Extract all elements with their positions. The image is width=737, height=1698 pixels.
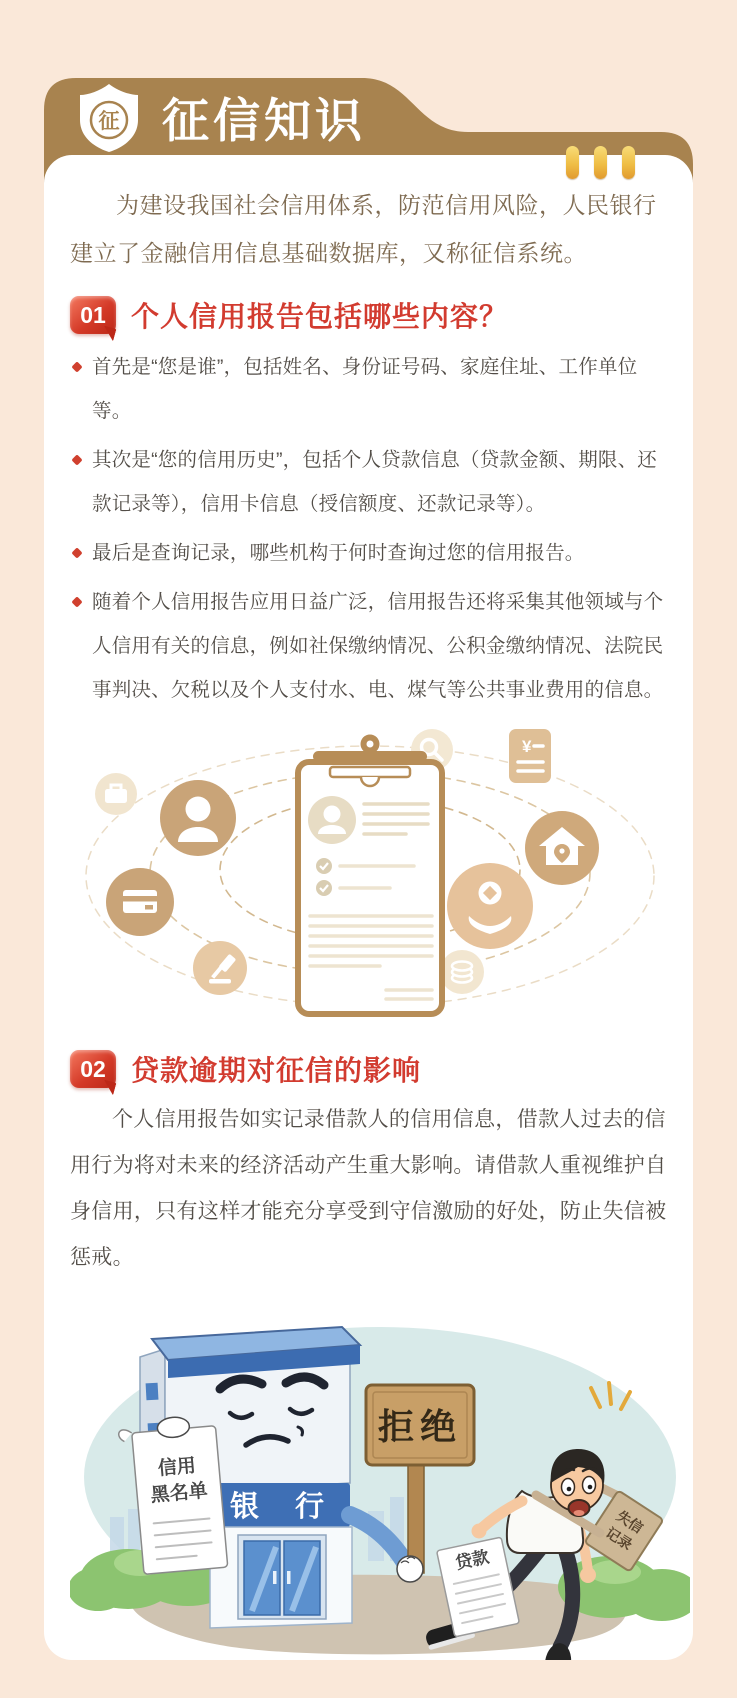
section1-header [70, 295, 667, 335]
section2-paragraph: 个人信用报告如实记录借款人的信用信息，借款人过去的信用行为将对未来的经济活动产生重大影响。请借款人重视维护自身信用，只有这样才能充分享受到守信激励的好处，防止失信被惩戒。 [70, 1108, 667, 1269]
credit-card-icon [106, 868, 174, 936]
bag-text-1: 失信 [613, 1507, 647, 1537]
gold-pin-icon [566, 146, 579, 179]
bag-text-2: 记录 [602, 1524, 636, 1553]
section1-bullet-list [70, 345, 667, 712]
bullet-item: 首先是“您是谁”，包括姓名、身份证号码、家庭住址、工作单位等。 [70, 345, 667, 433]
credit-report-illustration [70, 718, 670, 1026]
svg-text:¥: ¥ [522, 737, 532, 756]
bullet-item: 其次是“您的信用历史”，包括个人贷款信息（贷款金额、期限、还款记录等），信用卡信息（授信额度、还款记录等）。 [70, 438, 667, 526]
intro-paragraph: 为建设我国社会信用体系，防范信用风险，人民银行建立了金融信用信息基础数据库，又称征信系统。 [70, 192, 657, 266]
credit-report-illustration-wrap [70, 718, 667, 1031]
bullet-item: 最后是查询记录，哪些机构于何时查询过您的信用报告。 [70, 531, 667, 575]
section2-header [70, 1049, 667, 1089]
blacklist-text-2: 黑名单 [149, 1480, 209, 1507]
bank-reject-illustration-wrap [70, 1287, 667, 1660]
hand-coin-icon [447, 863, 533, 949]
briefcase-icon [95, 773, 137, 815]
page-title: 征信知识 [162, 94, 366, 147]
section1-number-badge: 01 [70, 296, 116, 334]
content-card [44, 155, 693, 1660]
section2-number-badge: 02 [70, 1050, 116, 1088]
invoice-icon [509, 729, 551, 783]
section1-title: 个人信用报告包括哪些内容？ [131, 301, 509, 332]
bank-glove-right [397, 1556, 423, 1582]
section2-title: 贷款逾期对征信的影响 [131, 1055, 422, 1086]
gold-pin-icon [594, 146, 607, 179]
loan-paper-text: 贷款 [453, 1547, 491, 1573]
blacklist-text-1: 信用 [157, 1455, 197, 1480]
reject-sign-text: 拒绝 [377, 1406, 463, 1447]
bank-reject-illustration [70, 1287, 690, 1660]
gold-pin-icon [622, 146, 635, 179]
bullet-item: 随着个人信用报告应用日益广泛，信用报告还将采集其他领域与个人信用有关的信息，例如社保缴纳情况、公积金缴纳情况、法院民事判决、欠税以及个人支付水、电、煤气等公共事业费用的信息。 [70, 580, 667, 712]
bank-sign-text: 银 行 [229, 1491, 339, 1523]
house-location-icon [525, 811, 599, 885]
gavel-icon [193, 941, 247, 995]
report-clipboard [298, 735, 442, 1015]
shield-char: 征 [98, 110, 120, 133]
person-icon [160, 780, 236, 856]
coins-icon [440, 950, 484, 994]
